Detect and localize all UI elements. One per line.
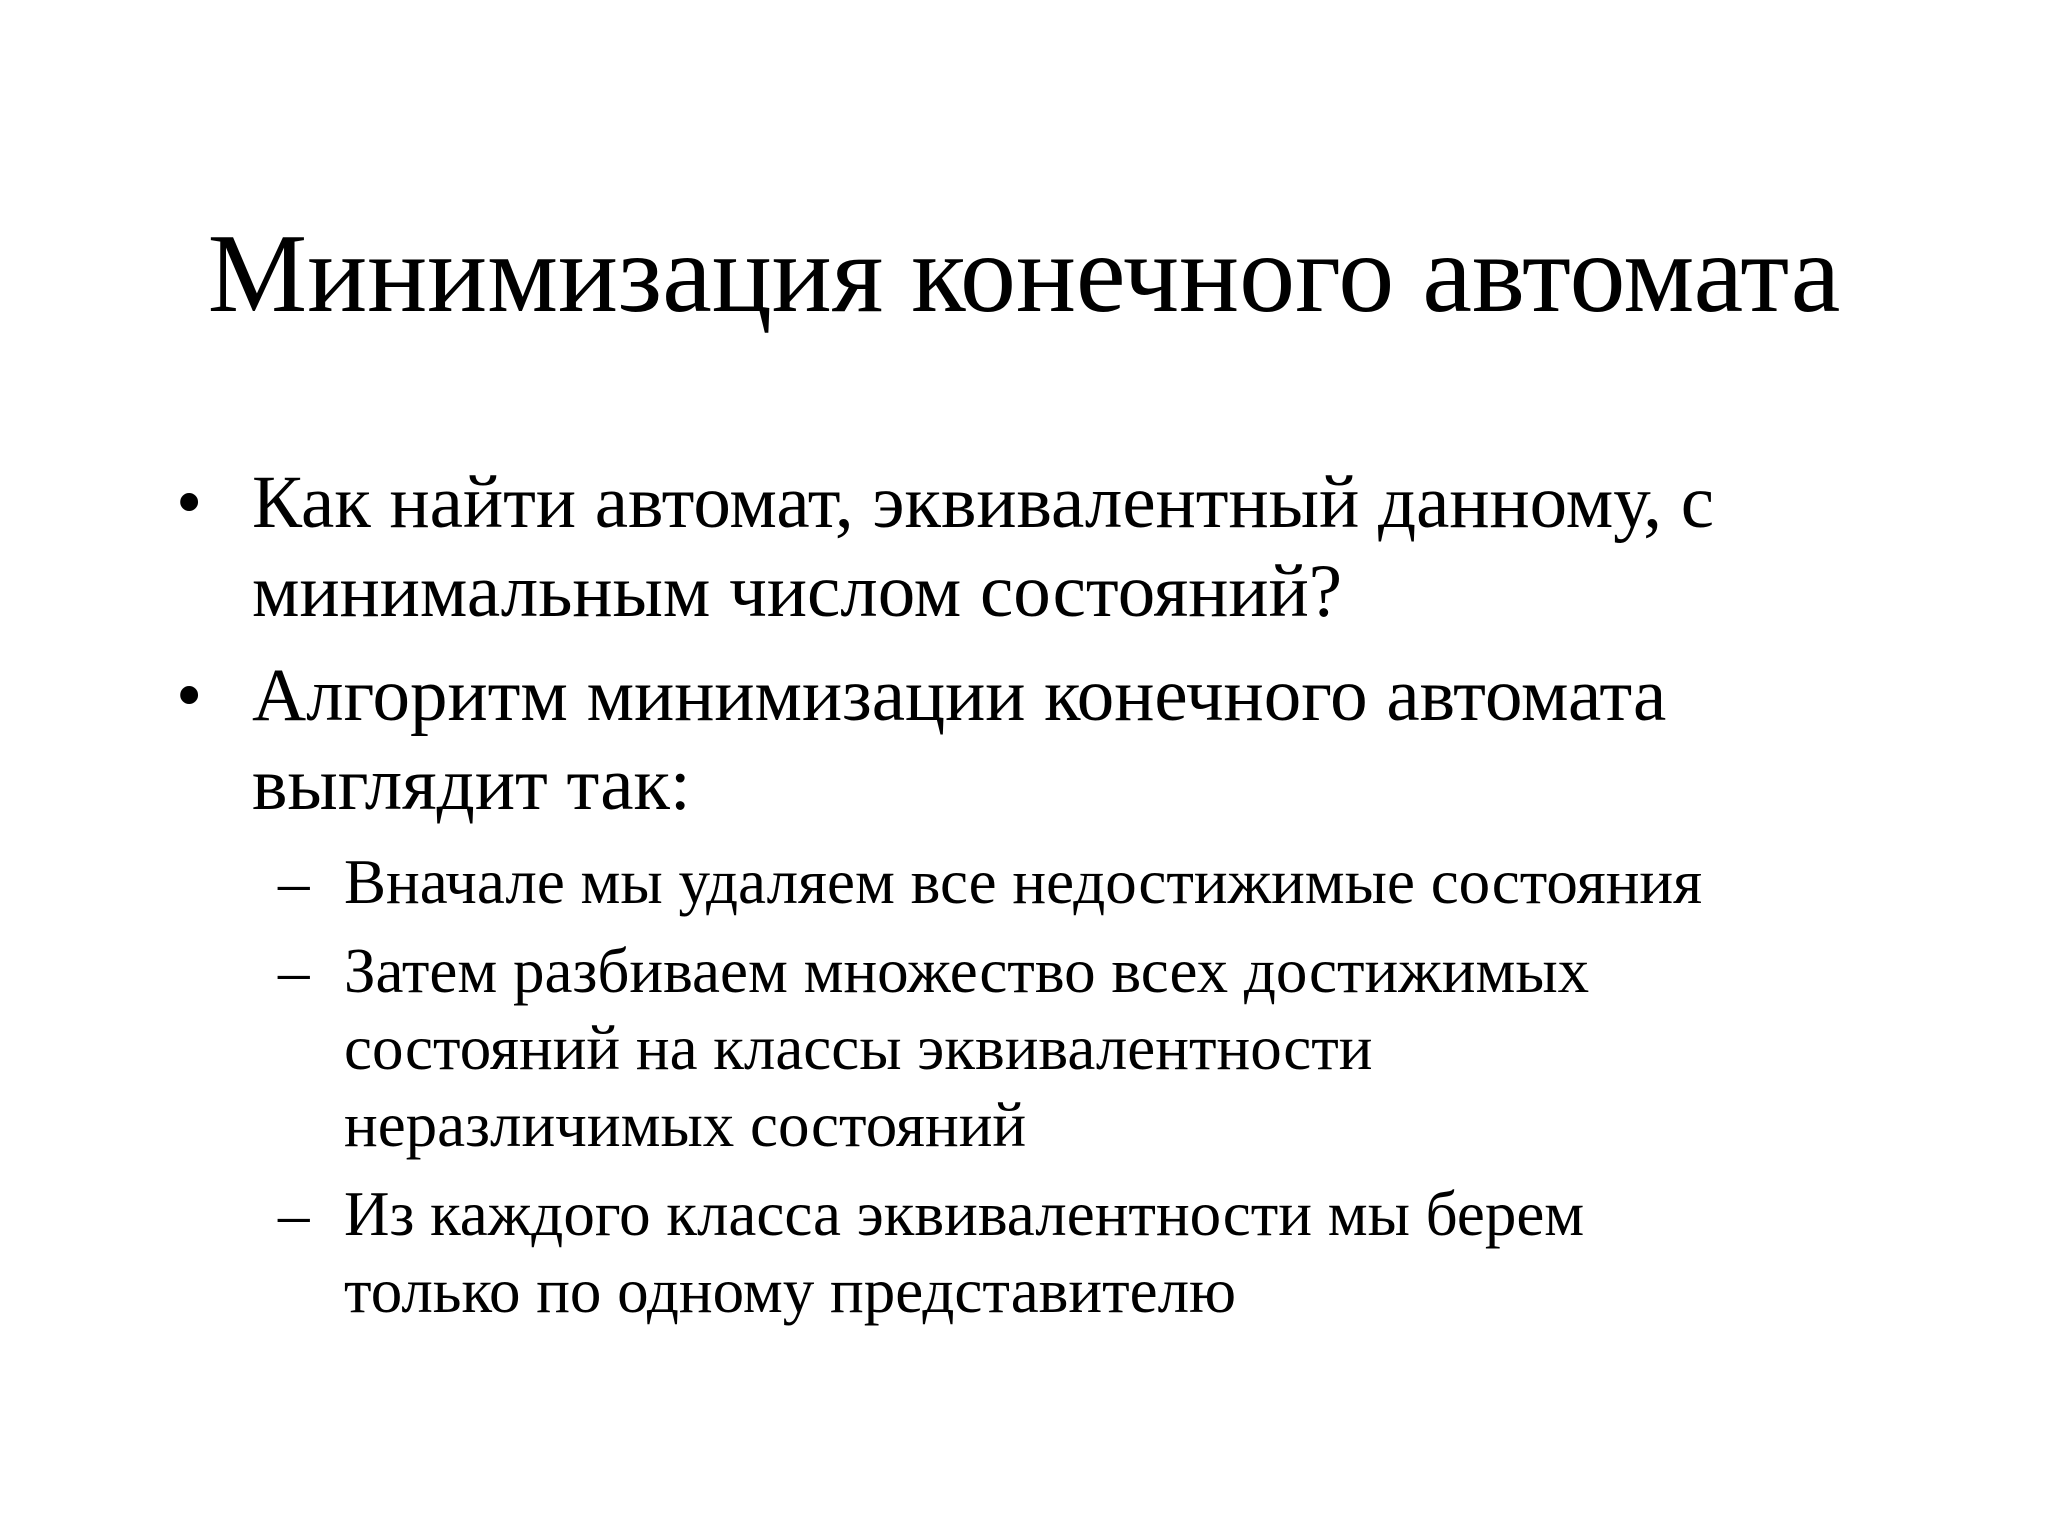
sub-bullet-line: Вначале мы удаляем все недостижимые состояния [344, 847, 1703, 917]
sub-bullet-line: неразличимых состояний [344, 1090, 1027, 1160]
sub-bullet-item [160, 844, 1960, 921]
bullet-marker: • [176, 461, 203, 544]
slide-title: Минимизация конечного автомата [207, 212, 1841, 336]
sub-bullet-marker: – [278, 1179, 310, 1249]
bullet-item [160, 651, 1960, 829]
sub-bullet-line: только по одному представителю [344, 1256, 1237, 1326]
sub-bullet-marker: – [278, 847, 310, 917]
bullet-line: минимальным числом состояний? [252, 550, 1342, 633]
bullet-item [160, 458, 1960, 636]
bullet-marker: • [176, 654, 203, 737]
sub-bullet-line: Из каждого класса эквивалентности мы берем [344, 1179, 1585, 1249]
bullet-line: Алгоритм минимизации конечного автомата [252, 654, 1667, 737]
sub-bullet-item [160, 933, 1960, 1164]
bullet-line: Как найти автомат, эквивалентный данному, с [252, 461, 1714, 544]
sub-bullet-marker: – [278, 936, 310, 1006]
sub-bullet-list [160, 844, 1960, 1330]
slide-content [160, 458, 1960, 1342]
bullet-line: выглядит так: [252, 743, 691, 826]
sub-bullet-line: состояний на классы эквивалентности [344, 1013, 1373, 1083]
sub-bullet-line: Затем разбиваем множество всех достижимых [344, 936, 1590, 1006]
sub-bullet-item [160, 1176, 1960, 1330]
